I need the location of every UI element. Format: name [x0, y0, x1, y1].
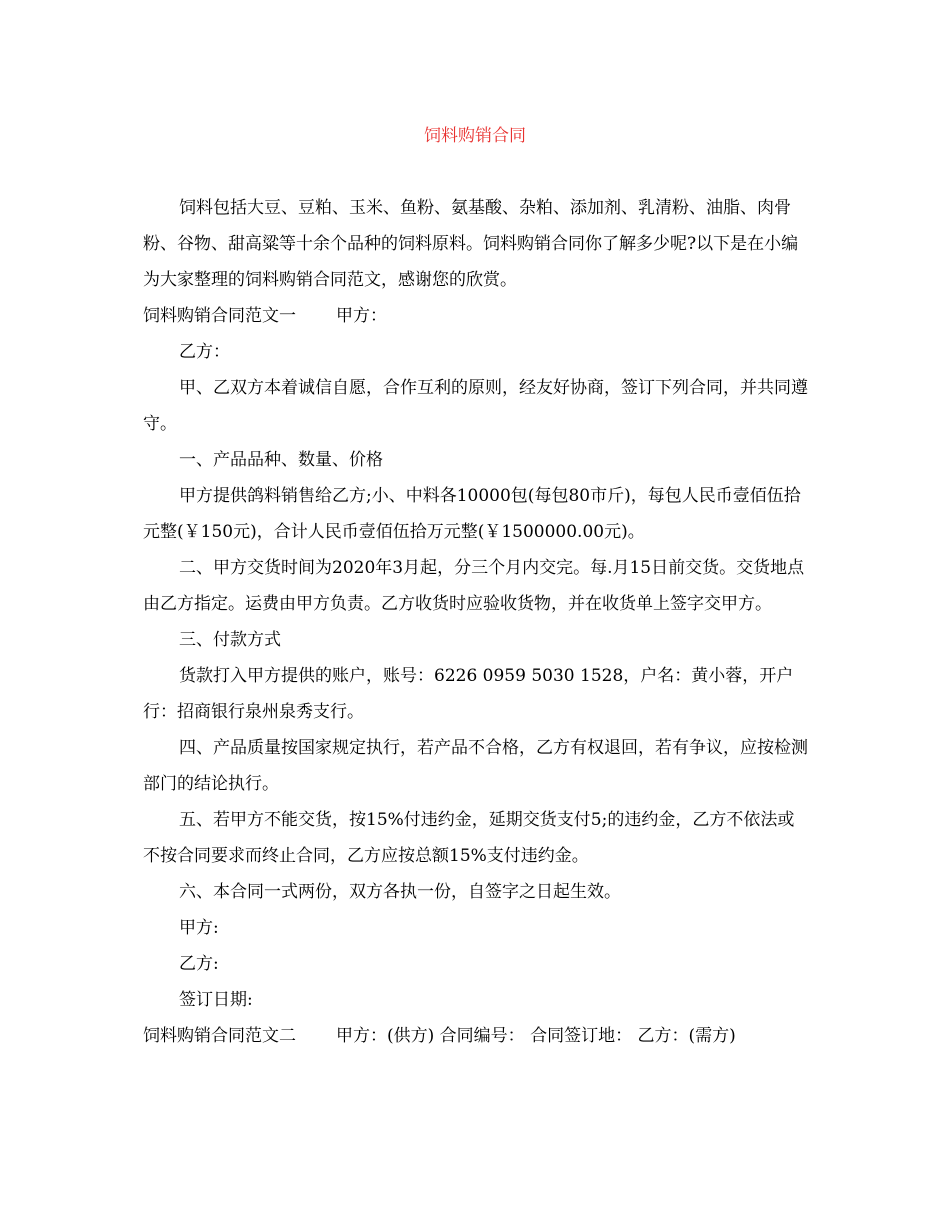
- signature-party-b: 乙方:: [179, 954, 219, 974]
- intro-paragraph: 饲料包括大豆、豆粕、玉米、鱼粉、氨基酸、杂粕、添加剂、乳清粉、油脂、肉骨粉、谷物、甜高粱等十余个品种的饲料原料。饲料购销合同你了解多少呢?以下是在小编为大家整理的饲料购销合同范文，感谢您的欣赏。: [143, 198, 799, 290]
- principle-paragraph: 甲、乙双方本着诚信自愿，合作互利的原则，经友好协商，签订下列合同，并共同遵守。: [143, 378, 808, 434]
- sample-one-party-a: 甲方：: [336, 306, 387, 326]
- sample-one-heading: 饲料购销合同范文一: [143, 306, 296, 326]
- section-five-paragraph: 五、若甲方不能交货，按15%付违约金，延期交货支付5;的违约金，乙方不依法或不按合同要求而终止合同，乙方应按总额15%支付违约金。: [143, 810, 795, 866]
- sample-two-line: [143, 1018, 809, 1054]
- section-three-body: 货款打入甲方提供的账户，账号：6226 0959 5030 1528，户名：黄小蓉，开户行：招商银行泉州泉秀支行。: [143, 666, 794, 722]
- sample-one-line: [143, 298, 809, 334]
- section-four-paragraph: 四、产品质量按国家规定执行，若产品不合格，乙方有权退回，若有争议，应按检测部门的结论执行。: [143, 738, 808, 794]
- sample-two-parties: 甲方：(供方) 合同编号： 合同签订地： 乙方：(需方): [336, 1026, 736, 1046]
- signature-party-a: 甲方:: [179, 918, 219, 938]
- document-title: 饲料购销合同: [424, 126, 526, 146]
- section-one-title: 一、产品品种、数量、价格: [179, 450, 383, 470]
- signature-date: 签订日期:: [179, 990, 253, 1010]
- document-body: [143, 190, 809, 1054]
- party-b-line: 乙方：: [179, 342, 230, 362]
- sample-two-heading: 饲料购销合同范文二: [143, 1026, 296, 1046]
- section-one-body: 甲方提供鸽料销售给乙方;小、中料各10000包(每包80市斤)，每包人民币壹佰伍拾元整(￥150元)，合计人民币壹佰伍拾万元整(￥1500000.00元)。: [143, 486, 801, 542]
- section-three-title: 三、付款方式: [179, 630, 281, 650]
- section-six-paragraph: 六、本合同一式两份，双方各执一份，自签字之日起生效。: [179, 882, 621, 902]
- section-two-paragraph: 二、甲方交货时间为2020年3月起，分三个月内交完。每.月15日前交货。交货地点由乙方指定。运费由甲方负责。乙方收货时应验收货物，并在收货单上签字交甲方。: [143, 558, 805, 614]
